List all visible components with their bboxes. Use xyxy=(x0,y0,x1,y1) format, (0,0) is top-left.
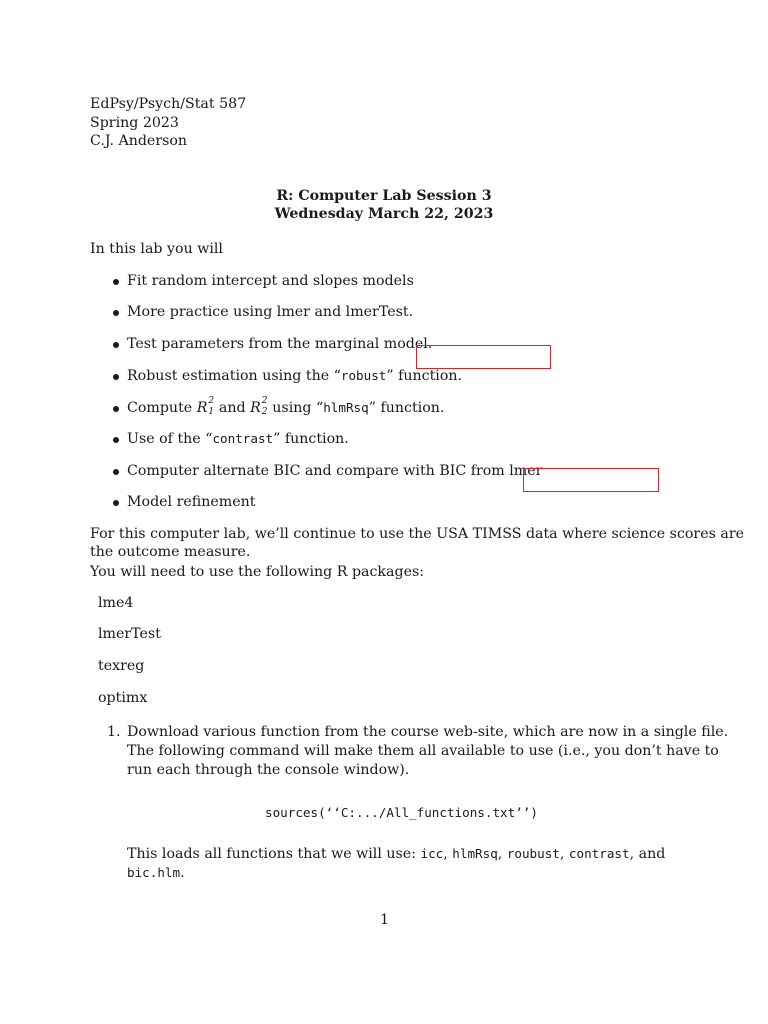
code-contrast: contrast xyxy=(212,431,274,446)
bullet-dot-icon xyxy=(113,500,119,506)
course-line: EdPsy/Psych/Stat 587 xyxy=(90,96,247,112)
bullet-dot-icon xyxy=(113,374,119,380)
code-roubust: roubust xyxy=(506,846,560,861)
bullet-dot-icon xyxy=(113,279,119,285)
package-item: lme4 xyxy=(98,595,134,611)
code-bic-hlm: bic.hlm xyxy=(127,865,181,880)
code-sources-command: sources(‘‘C:.../All_functions.txt’’) xyxy=(265,805,538,820)
code-hlmrsq: hlmRsq xyxy=(323,400,369,415)
bullet-dot-icon xyxy=(113,437,119,443)
package-item: texreg xyxy=(98,658,145,674)
annotation-box-1 xyxy=(416,345,551,369)
item-1-loads-line-2: bic.hlm. xyxy=(127,865,185,881)
item-1-line-1: Download various function from the course web-site, which are now in a single file. xyxy=(127,724,729,740)
bullet-dot-icon xyxy=(113,342,119,348)
bullet-dot-icon xyxy=(113,469,119,475)
bullet-dot-icon xyxy=(113,406,119,412)
item-1-line-2: The following command will make them all available to use (i.e., you don’t have to xyxy=(127,743,719,759)
r-squared-2: R 2 2 xyxy=(250,396,268,417)
bullet-6: Use of the “contrast” function. xyxy=(127,431,349,447)
bullet-4: Robust estimation using the “robust” function. xyxy=(127,368,463,384)
r-squared-1: R 2 1 xyxy=(196,396,215,417)
item-1-loads-line: This loads all functions that we will use: icc, hlmRsq, roubust, contrast, and xyxy=(127,846,666,862)
author-line: C.J. Anderson xyxy=(90,133,188,149)
item-number: 1. xyxy=(107,724,121,740)
intro-text: In this lab you will xyxy=(90,241,223,257)
page-number: 1 xyxy=(380,912,390,928)
annotation-box-2 xyxy=(523,468,659,492)
bullet-dot-icon xyxy=(113,310,119,316)
bullet-1: Fit random intercept and slopes models xyxy=(127,273,414,289)
bullet-3: Test parameters from the marginal model. xyxy=(127,336,433,352)
bullet-7: Computer alternate BIC and compare with BIC from lmer xyxy=(127,463,543,479)
package-item: optimx xyxy=(98,690,148,706)
paragraph-1-line-1: For this computer lab, we’ll continue to use the USA TIMSS data where science scores are xyxy=(90,526,745,542)
code-contrast: contrast xyxy=(568,846,630,861)
code-hlmrsq: hlmRsq xyxy=(452,846,498,861)
term-line: Spring 2023 xyxy=(90,115,179,131)
paragraph-2: You will need to use the following R packages: xyxy=(90,564,425,580)
paragraph-1-line-2: the outcome measure. xyxy=(90,544,251,560)
code-icc: icc xyxy=(420,846,444,861)
item-1-line-3: run each through the console window). xyxy=(127,762,410,778)
code-robust: robust xyxy=(340,368,387,383)
bullet-8: Model refinement xyxy=(127,494,256,510)
package-item: lmerTest xyxy=(98,626,161,642)
bullet-2: More practice using lmer and lmerTest. xyxy=(127,304,414,320)
bullet-5: Compute R 2 1 and R 2 2 using “hlmRsq” function. xyxy=(127,396,445,417)
title-line-1: R: Computer Lab Session 3 xyxy=(276,188,492,204)
title-line-2: Wednesday March 22, 2023 xyxy=(274,206,494,222)
